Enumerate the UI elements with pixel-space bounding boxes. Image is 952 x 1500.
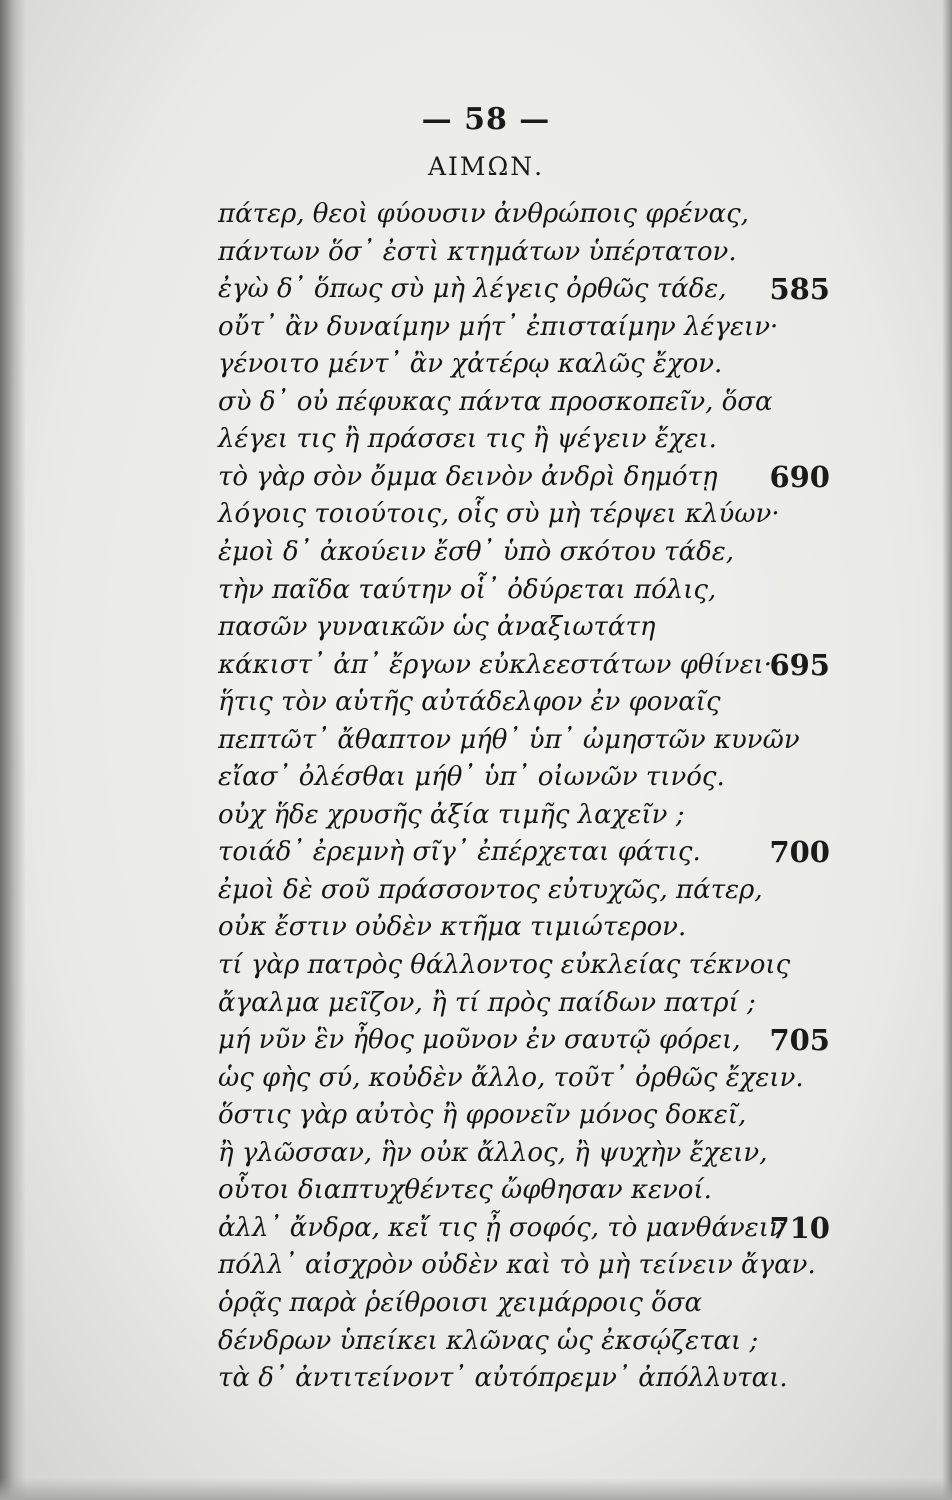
verse-line [218,1358,830,1398]
verse-text: σὺ δ᾽ οὐ πέφυκας πάντα προσκοπεῖν, ὅσα [218,386,773,417]
verse-text: πόλλ᾽ αἰσχρὸν οὐδὲν καὶ τὸ μὴ τείνειν ἄγαν. [218,1250,816,1281]
line-number: 700 [769,835,830,870]
verse-text: τοιάδ᾽ ἐρεμνὴ σῖγ᾽ ἐπέρχεται φάτις. [218,837,701,868]
verse-text: ἢ γλῶσσαν, ἣν οὐκ ἄλλος, ἢ ψυχὴν ἔχειν, [218,1137,768,1168]
verse-text: λόγοις τοιούτοις, οἷς σὺ μὴ τέρψει κλύων· [218,499,780,530]
verse-text: ὁρᾷς παρὰ ῥείθροισι χειμάρροις ὅσα [218,1287,703,1318]
verse-line [218,983,830,1023]
verse-text: πάντων ὅσ᾽ ἐστὶ κτημάτων ὑπέρτατον. [218,236,737,267]
page-edge-shadow-left [0,0,26,1500]
verse-text: πασῶν γυναικῶν ὡς ἀναξιωτάτη [218,612,656,642]
verse-text: ἥτις τὸν αὑτῆς αὐτάδελφον ἐν φοναῖς [218,687,721,718]
verse-text: κάκιστ᾽ ἀπ᾽ ἔργων εὐκλεεστάτων φθίνει· [218,649,773,680]
verse-line [218,645,830,685]
line-number: 695 [769,647,830,682]
verse-line [218,532,830,572]
verse-line [218,757,830,797]
verse-line [218,682,830,722]
verse-text: τί γὰρ πατρὸς θάλλοντος εὐκλείας τέκνοις [218,950,791,980]
verse-line [218,832,830,872]
verse-line [218,457,830,497]
verse-line [218,1170,830,1210]
verse-line [218,494,830,534]
verse-line [218,795,830,835]
verse-text: ὅστις γὰρ αὐτὸς ἢ φρονεῖν μόνος δοκεῖ, [218,1100,747,1131]
line-number: 690 [769,459,830,494]
verse-line [218,194,830,234]
verse-text: οὔτ᾽ ἂν δυναίμην μήτ᾽ ἐπισταίμην λέγειν· [218,311,779,342]
verse-line [218,1133,830,1173]
line-number: 705 [769,1023,830,1058]
verse-text: ἐγὼ δ᾽ ὅπως σὺ μὴ λέγεις ὀρθῶς τάδε, [218,274,727,305]
verse-line [218,269,830,309]
verse-text: εἴασ᾽ ὀλέσθαι μήθ᾽ ὑπ᾽ οἰωνῶν τινός. [218,762,725,793]
verse-text: ἐμοὶ δ᾽ ἀκούειν ἔσθ᾽ ὑπὸ σκότου τάδε, [218,537,734,567]
verse-line [218,945,830,985]
verse-line [218,344,830,384]
verse-line [218,419,830,459]
verse-text: πεπτῶτ᾽ ἄθαπτον μήθ᾽ ὑπ᾽ ὠμηστῶν κυνῶν [218,724,800,755]
verse-line [218,870,830,910]
verse-line [218,1095,830,1135]
verse-line [218,1020,830,1060]
verse-text: γένοιτο μέντ᾽ ἂν χἀτέρῳ καλῶς ἔχον. [218,349,723,380]
verse-text: τὸ γὰρ σὸν ὄμμα δεινὸν ἀνδρὶ δημότῃ [218,461,718,492]
verse-line [218,1058,830,1098]
verse-line [218,382,830,422]
verse-text: πάτερ, θεοὶ φύουσιν ἀνθρώποις φρένας, [218,199,749,229]
verse-line [218,1321,830,1361]
verse-text: ἀλλ᾽ ἄνδρα, κεἴ τις ᾖ σοφός, τὸ μανθάνειν [218,1212,785,1243]
verse-line [218,1208,830,1248]
verse-line [218,232,830,272]
verse-text: δένδρων ὑπείκει κλῶνας ὡς ἐκσῴζεται ; [218,1325,759,1356]
verse-line [218,1245,830,1285]
verse-line [218,570,830,610]
verse-text: οὐχ ἥδε χρυσῆς ἀξία τιμῆς λαχεῖν ; [218,799,685,830]
verse-text: μή νῦν ἓν ἦθος μοῦνον ἐν σαυτῷ φόρει, [218,1025,741,1056]
verse-text: οὗτοι διαπτυχθέντες ὤφθησαν κενοί. [218,1175,712,1206]
line-number: 585 [769,272,830,307]
verse-text: ἄγαλμα μεῖζον, ἢ τί πρὸς παίδων πατρί ; [218,987,756,1018]
verse-line [218,720,830,760]
verse-text: ὡς φὴς σύ, κοὐδὲν ἄλλο, τοῦτ᾽ ὀρθῶς ἔχειν. [218,1062,804,1093]
verse-line [218,907,830,947]
speaker-heading: ΑΙΜΩΝ. [427,152,545,181]
verse-line [218,1283,830,1323]
verse-text: οὐκ ἔστιν οὐδὲν κτῆμα τιμιώτερον. [218,912,687,943]
verse-text: τὴν παῖδα ταύτην οἷ᾽ ὀδύρεται πόλις, [218,574,717,605]
line-number: 710 [769,1210,830,1245]
verse-text: λέγει τις ἢ πράσσει τις ἢ ψέγειν ἔχει. [218,424,717,455]
verse-text: τὰ δ᾽ ἀντιτείνοντ᾽ αὐτόπρεμν᾽ ἀπόλλυται. [218,1363,788,1393]
page-edge-shadow-right [942,0,952,1500]
verse-text: ἐμοὶ δὲ σοῦ πράσσοντος εὐτυχῶς, πάτερ, [218,874,763,905]
page-edge-shadow-bottom [0,1478,952,1500]
page-number: — 58 — [421,102,551,137]
verse-line [218,307,830,347]
verse-line [218,607,830,647]
